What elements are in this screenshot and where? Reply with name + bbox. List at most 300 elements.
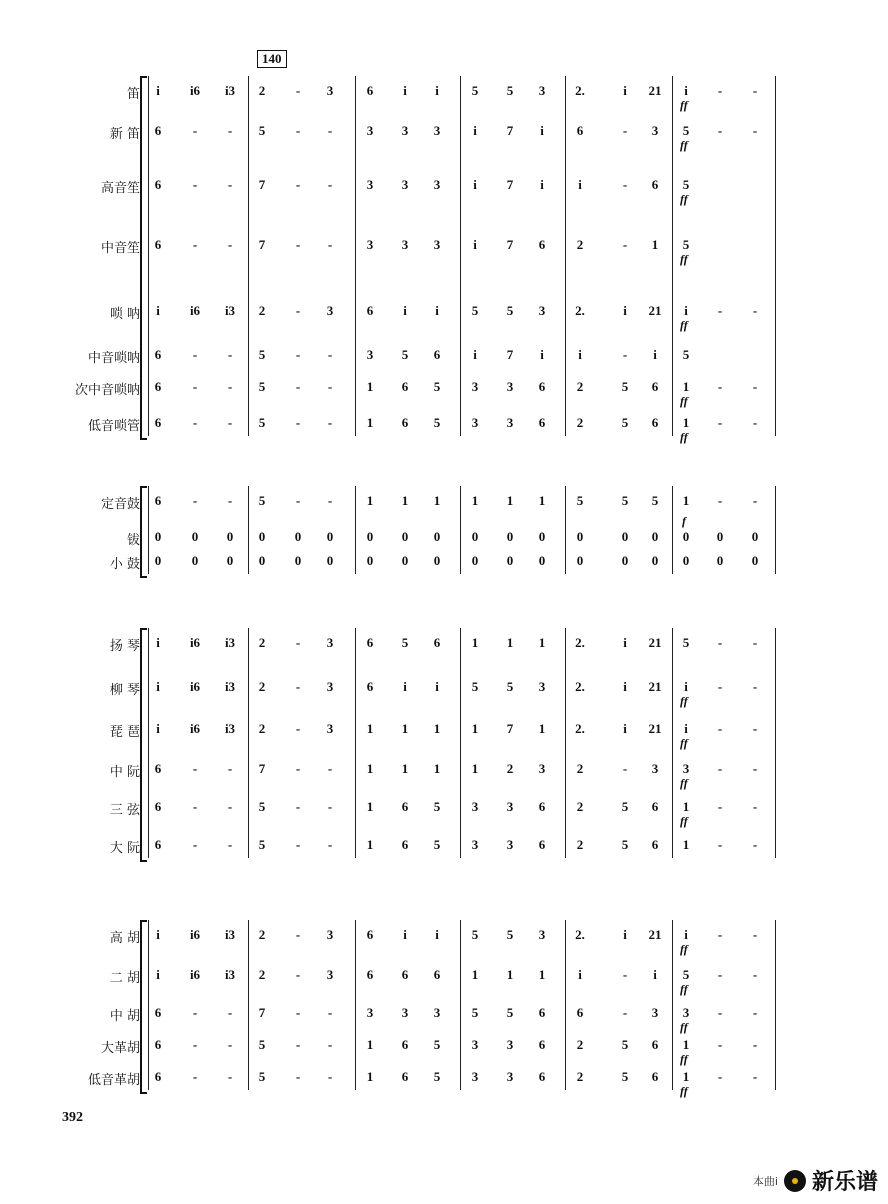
barline — [775, 486, 776, 574]
note: - — [192, 761, 198, 776]
note: 6 — [154, 1005, 162, 1020]
note: 3 — [682, 1005, 690, 1020]
note: - — [327, 177, 333, 192]
note: - — [752, 721, 758, 736]
note: 1 — [433, 721, 441, 736]
note: 3 — [401, 177, 409, 192]
note: - — [327, 1005, 333, 1020]
note: 3 — [366, 123, 374, 138]
note: i — [540, 123, 544, 138]
note: 3 — [471, 837, 479, 852]
note: - — [295, 635, 301, 650]
note: - — [622, 237, 628, 252]
note: 6 — [576, 123, 584, 138]
note: - — [752, 83, 758, 98]
note: 3 — [326, 83, 334, 98]
note: 5 — [621, 837, 629, 852]
note: 1 — [538, 721, 546, 736]
barline — [672, 76, 673, 436]
note: 1 — [401, 493, 409, 508]
note: 5 — [433, 415, 441, 430]
note: - — [752, 415, 758, 430]
note: 3 — [471, 379, 479, 394]
note: 2. — [575, 679, 585, 694]
note: 0 — [506, 553, 514, 568]
note: - — [227, 1069, 233, 1084]
dynamic-marking: ff — [680, 1020, 688, 1034]
note: 5 — [621, 799, 629, 814]
note: 1 — [366, 721, 374, 736]
note: 5 — [258, 415, 266, 430]
note: 5 — [258, 1037, 266, 1052]
note: 5 — [258, 799, 266, 814]
dynamic-marking: ff — [680, 942, 688, 956]
dynamic-marking: ff — [680, 98, 688, 112]
note: 1 — [366, 837, 374, 852]
note: 6 — [651, 177, 659, 192]
note: 7 — [258, 761, 266, 776]
note: 7 — [258, 1005, 266, 1020]
barline — [565, 920, 566, 1090]
note: 3 — [366, 237, 374, 252]
note: i3 — [224, 927, 236, 942]
note: 1 — [682, 799, 690, 814]
dynamic-marking: ff — [680, 814, 688, 828]
barline — [672, 920, 673, 1090]
note: - — [327, 1037, 333, 1052]
note: 3 — [366, 1005, 374, 1020]
note: i3 — [224, 83, 236, 98]
note: 3 — [538, 303, 546, 318]
note: 7 — [506, 347, 514, 362]
note: - — [295, 415, 301, 430]
note: i6 — [189, 927, 201, 942]
instrument-name: 唢 呐 — [109, 307, 140, 322]
note: 6 — [651, 1037, 659, 1052]
footer-brand-name: 新乐谱 — [811, 1170, 878, 1195]
note: i — [473, 347, 477, 362]
dynamic-marking: ff — [680, 394, 688, 408]
note: 6 — [366, 83, 374, 98]
note: - — [227, 347, 233, 362]
note: 1 — [682, 837, 690, 852]
note: 3 — [471, 1037, 479, 1052]
note: i — [403, 83, 407, 98]
note: 5 — [471, 679, 479, 694]
barline — [355, 76, 356, 436]
note: 21 — [648, 635, 662, 650]
dynamic-marking: ff — [680, 318, 688, 332]
note: 6 — [538, 379, 546, 394]
note: - — [752, 927, 758, 942]
note: 3 — [326, 303, 334, 318]
note: - — [717, 493, 723, 508]
note: 0 — [576, 553, 584, 568]
note: 1 — [366, 379, 374, 394]
note: 3 — [506, 1037, 514, 1052]
note: 1 — [506, 967, 514, 982]
note: i — [540, 347, 544, 362]
note: 6 — [651, 799, 659, 814]
note: 6 — [538, 1069, 546, 1084]
barline — [460, 76, 461, 436]
note: i — [435, 679, 439, 694]
note: 5 — [258, 837, 266, 852]
note: 3 — [651, 761, 659, 776]
note: - — [227, 761, 233, 776]
note: 3 — [538, 927, 546, 942]
note: 2 — [576, 1037, 584, 1052]
note: - — [227, 237, 233, 252]
dynamic-marking: ff — [680, 736, 688, 750]
note: - — [192, 123, 198, 138]
note: 6 — [154, 123, 162, 138]
note: 6 — [154, 799, 162, 814]
note: - — [227, 379, 233, 394]
note: 6 — [366, 303, 374, 318]
note: 6 — [538, 415, 546, 430]
note: 3 — [471, 1069, 479, 1084]
note: - — [227, 1037, 233, 1052]
note: - — [622, 967, 628, 982]
note: 2 — [258, 303, 266, 318]
note: i6 — [189, 721, 201, 736]
note: 2. — [575, 927, 585, 942]
note: 7 — [258, 177, 266, 192]
note: i — [684, 679, 688, 694]
note: 6 — [538, 837, 546, 852]
note: 0 — [716, 529, 724, 544]
note: 7 — [506, 721, 514, 736]
note: - — [227, 799, 233, 814]
rehearsal-mark: 140 — [257, 50, 287, 68]
note: 5 — [258, 379, 266, 394]
note: - — [717, 123, 723, 138]
note: 6 — [366, 967, 374, 982]
note: 2 — [258, 679, 266, 694]
note: - — [752, 303, 758, 318]
note: i — [578, 347, 582, 362]
note: 3 — [651, 123, 659, 138]
barline — [355, 486, 356, 574]
note: 6 — [154, 1037, 162, 1052]
note: 0 — [538, 553, 546, 568]
note: - — [295, 799, 301, 814]
instrument-name: 低音革胡 — [87, 1073, 140, 1088]
note: i6 — [189, 679, 201, 694]
note: 6 — [576, 1005, 584, 1020]
note: 1 — [366, 1037, 374, 1052]
note: 5 — [682, 967, 690, 982]
note: 5 — [506, 927, 514, 942]
note: 6 — [401, 967, 409, 982]
note: - — [192, 493, 198, 508]
note: 5 — [471, 303, 479, 318]
note: 3 — [366, 347, 374, 362]
note: - — [752, 761, 758, 776]
note: i — [403, 303, 407, 318]
note: 6 — [154, 379, 162, 394]
note: - — [752, 123, 758, 138]
note: - — [717, 635, 723, 650]
note: - — [192, 177, 198, 192]
note: 3 — [326, 635, 334, 650]
note: 1 — [366, 1069, 374, 1084]
note: - — [752, 1037, 758, 1052]
note: 2 — [258, 635, 266, 650]
barline — [565, 76, 566, 436]
note: 0 — [576, 529, 584, 544]
note: 6 — [538, 1037, 546, 1052]
note: 3 — [506, 837, 514, 852]
note: - — [295, 1005, 301, 1020]
barline — [565, 486, 566, 574]
note: - — [752, 1005, 758, 1020]
note: i — [435, 303, 439, 318]
note: - — [227, 415, 233, 430]
instrument-name: 中 阮 — [109, 765, 140, 780]
note: i — [156, 679, 160, 694]
note: - — [622, 177, 628, 192]
note: i — [403, 927, 407, 942]
note: - — [295, 237, 301, 252]
note: 3 — [401, 237, 409, 252]
note: - — [295, 679, 301, 694]
note: 2 — [576, 837, 584, 852]
note: - — [295, 761, 301, 776]
barline — [565, 628, 566, 858]
note: - — [295, 721, 301, 736]
dynamic-marking: f — [682, 514, 686, 528]
note: 1 — [471, 493, 479, 508]
note: i — [156, 967, 160, 982]
instrument-name: 中音笙 — [100, 241, 140, 256]
note: 6 — [154, 237, 162, 252]
note: 0 — [366, 529, 374, 544]
note: 5 — [258, 1069, 266, 1084]
note: 0 — [471, 529, 479, 544]
note: - — [192, 799, 198, 814]
instrument-name: 中音唢呐 — [87, 351, 140, 366]
note: 5 — [506, 83, 514, 98]
note: i — [623, 679, 627, 694]
note: 0 — [751, 553, 759, 568]
note: 5 — [401, 635, 409, 650]
note: 6 — [538, 799, 546, 814]
note: 5 — [621, 1069, 629, 1084]
note: - — [192, 1069, 198, 1084]
note: 5 — [433, 379, 441, 394]
note: - — [227, 177, 233, 192]
note: 0 — [258, 529, 266, 544]
note: - — [752, 967, 758, 982]
note: 6 — [154, 1069, 162, 1084]
note: - — [295, 1037, 301, 1052]
note: 1 — [401, 721, 409, 736]
note: 5 — [433, 1069, 441, 1084]
note: i6 — [189, 967, 201, 982]
note: 3 — [326, 927, 334, 942]
note: - — [295, 967, 301, 982]
note: 5 — [471, 1005, 479, 1020]
note: 0 — [191, 553, 199, 568]
note: 6 — [538, 1005, 546, 1020]
note: i — [435, 83, 439, 98]
note: 0 — [621, 529, 629, 544]
record-logo-icon — [784, 1170, 806, 1192]
note: - — [752, 679, 758, 694]
note: 2 — [576, 415, 584, 430]
note: - — [717, 1037, 723, 1052]
note: - — [295, 177, 301, 192]
note: 2 — [258, 721, 266, 736]
note: - — [327, 761, 333, 776]
note: 1 — [366, 799, 374, 814]
note: 6 — [401, 837, 409, 852]
note: 5 — [433, 837, 441, 852]
note: 2 — [576, 379, 584, 394]
note: 2 — [258, 967, 266, 982]
barline — [248, 76, 249, 436]
note: 6 — [154, 415, 162, 430]
note: 5 — [506, 679, 514, 694]
note: - — [192, 415, 198, 430]
note: 6 — [366, 927, 374, 942]
footer-small-text: 本曲i — [752, 1174, 778, 1188]
note: 7 — [258, 237, 266, 252]
note: - — [752, 635, 758, 650]
note: - — [295, 837, 301, 852]
instrument-name: 柳 琴 — [109, 683, 140, 698]
note: 5 — [651, 493, 659, 508]
note: i3 — [224, 679, 236, 694]
note: 3 — [538, 761, 546, 776]
note: 0 — [401, 529, 409, 544]
note: i — [684, 721, 688, 736]
dynamic-marking: ff — [680, 776, 688, 790]
note: 6 — [401, 379, 409, 394]
instrument-name: 高音笙 — [100, 181, 140, 196]
note: 5 — [682, 177, 690, 192]
instrument-name: 琵 琶 — [109, 725, 140, 740]
note: 21 — [648, 303, 662, 318]
note: 21 — [648, 679, 662, 694]
note: - — [622, 761, 628, 776]
note: - — [622, 1005, 628, 1020]
note: 0 — [682, 553, 690, 568]
note: i — [684, 83, 688, 98]
note: 2 — [506, 761, 514, 776]
note: 5 — [621, 415, 629, 430]
note: - — [327, 379, 333, 394]
note: 7 — [506, 123, 514, 138]
note: 1 — [471, 721, 479, 736]
instrument-name: 低音唢管 — [87, 419, 140, 434]
note: - — [717, 1069, 723, 1084]
note: 3 — [366, 177, 374, 192]
note: - — [752, 1069, 758, 1084]
note: i — [473, 237, 477, 252]
note: 2. — [575, 635, 585, 650]
note: 0 — [471, 553, 479, 568]
note: - — [192, 379, 198, 394]
note: 2 — [576, 237, 584, 252]
note: - — [327, 123, 333, 138]
note: - — [295, 83, 301, 98]
note: 5 — [682, 635, 690, 650]
note: 6 — [401, 799, 409, 814]
note: - — [227, 837, 233, 852]
note: i3 — [224, 721, 236, 736]
note: - — [717, 1005, 723, 1020]
note: i — [156, 303, 160, 318]
barline — [355, 628, 356, 858]
note: 6 — [651, 1069, 659, 1084]
note: - — [717, 83, 723, 98]
note: - — [295, 1069, 301, 1084]
note: 1 — [471, 635, 479, 650]
barline — [775, 920, 776, 1090]
barline — [248, 628, 249, 858]
note: - — [327, 1069, 333, 1084]
note: i — [623, 635, 627, 650]
note: 6 — [154, 837, 162, 852]
note: 1 — [506, 493, 514, 508]
dynamic-marking: ff — [680, 430, 688, 444]
note: 0 — [716, 553, 724, 568]
note: 6 — [401, 1037, 409, 1052]
note: i — [623, 927, 627, 942]
note: 0 — [326, 529, 334, 544]
note: 0 — [401, 553, 409, 568]
note: 6 — [154, 347, 162, 362]
note: i — [653, 967, 657, 982]
note: 2 — [258, 927, 266, 942]
system-bracket — [140, 628, 147, 862]
instrument-name: 三 弦 — [109, 803, 140, 818]
dynamic-marking: ff — [680, 982, 688, 996]
note: 3 — [506, 379, 514, 394]
note: 6 — [651, 415, 659, 430]
note: 0 — [326, 553, 334, 568]
dynamic-marking: ff — [680, 1084, 688, 1098]
footer-brand — [753, 1165, 878, 1196]
note: 0 — [191, 529, 199, 544]
note: 0 — [682, 529, 690, 544]
note: 1 — [682, 415, 690, 430]
note: 1 — [538, 967, 546, 982]
note: i6 — [189, 83, 201, 98]
note: 3 — [433, 1005, 441, 1020]
note: 2 — [576, 761, 584, 776]
note: 6 — [154, 493, 162, 508]
note: 3 — [538, 679, 546, 694]
note: 5 — [506, 303, 514, 318]
note: 3 — [326, 721, 334, 736]
note: 0 — [226, 553, 234, 568]
note: 1 — [471, 967, 479, 982]
barline — [148, 628, 149, 858]
note: 2 — [576, 799, 584, 814]
note: 3 — [471, 415, 479, 430]
note: i — [473, 123, 477, 138]
note: 0 — [294, 553, 302, 568]
note: - — [752, 379, 758, 394]
note: 6 — [433, 635, 441, 650]
note: 5 — [621, 379, 629, 394]
note: 1 — [538, 635, 546, 650]
note: - — [295, 123, 301, 138]
